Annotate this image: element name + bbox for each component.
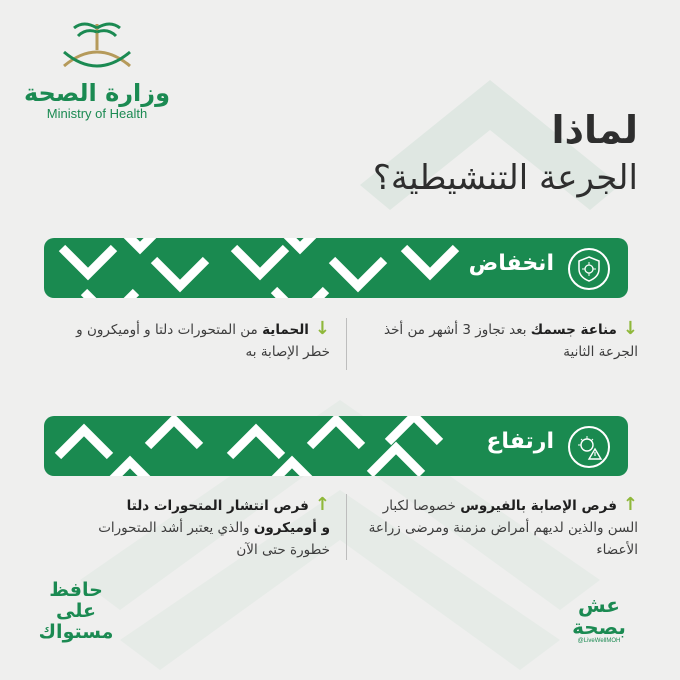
brand-left-line-1: حافظ <box>49 579 103 601</box>
section1-divider <box>346 318 347 370</box>
spread-text: والذي يعتبر أشد المتحورات خطورة حتى الآن <box>98 520 330 558</box>
increase-label: ارتفاع <box>486 429 554 454</box>
down-arrow-icon: ↓ <box>622 318 638 339</box>
up-arrow-icon: ↑ <box>622 494 638 515</box>
ministry-logo <box>22 18 172 121</box>
protection-item <box>60 318 330 363</box>
logo-arabic-text: وزارة الصحة <box>23 79 171 107</box>
section2-divider <box>346 494 347 560</box>
virus-shield-icon <box>568 248 610 290</box>
immunity-bold: مناعة جسمك <box>530 322 617 338</box>
decrease-label: انخفاض <box>468 251 554 276</box>
increase-band <box>44 416 628 476</box>
down-arrow-icon: ↓ <box>314 318 330 339</box>
title-line-2: الجرعة التنشيطية؟ <box>372 158 638 198</box>
brand-left-line-2: على <box>56 600 96 622</box>
decrease-band <box>44 238 628 298</box>
spread-item <box>60 494 330 561</box>
live-well-text: عش بصحة <box>572 593 626 639</box>
spread-bold-1: فرص انتشار المتحورات دلتا <box>126 498 309 514</box>
title-line-1: لماذا <box>551 108 638 152</box>
infection-bold: فرص الإصابة بالفيروس <box>460 498 617 514</box>
immunity-text: بعد تجاوز 3 أشهر من أخذ الجرعة الثانية <box>384 322 638 360</box>
spread-bold-2: و أوميكرون <box>253 520 330 536</box>
live-well-logo <box>564 594 634 644</box>
virus-warning-icon <box>568 426 610 468</box>
protection-text: من المتحورات دلتا و أوميكرون و خطر الإصابة به <box>76 322 330 360</box>
logo-english-text: Ministry of Health <box>46 106 148 122</box>
palm-swords-icon <box>52 18 142 74</box>
brand-left-line-3: مستواك <box>38 621 114 643</box>
infection-item <box>358 494 638 561</box>
up-arrow-icon: ↑ <box>314 494 330 515</box>
immunity-item <box>378 318 638 363</box>
live-well-handle: @LiveWellMOH <box>577 638 621 644</box>
keep-your-level-logo <box>26 580 126 643</box>
infection-text: خصوصا لكبار السن والذين لديهم أمراض مزمنة ومرضى زراعة الأعضاء <box>368 498 638 558</box>
protection-bold: الحماية <box>262 322 309 338</box>
